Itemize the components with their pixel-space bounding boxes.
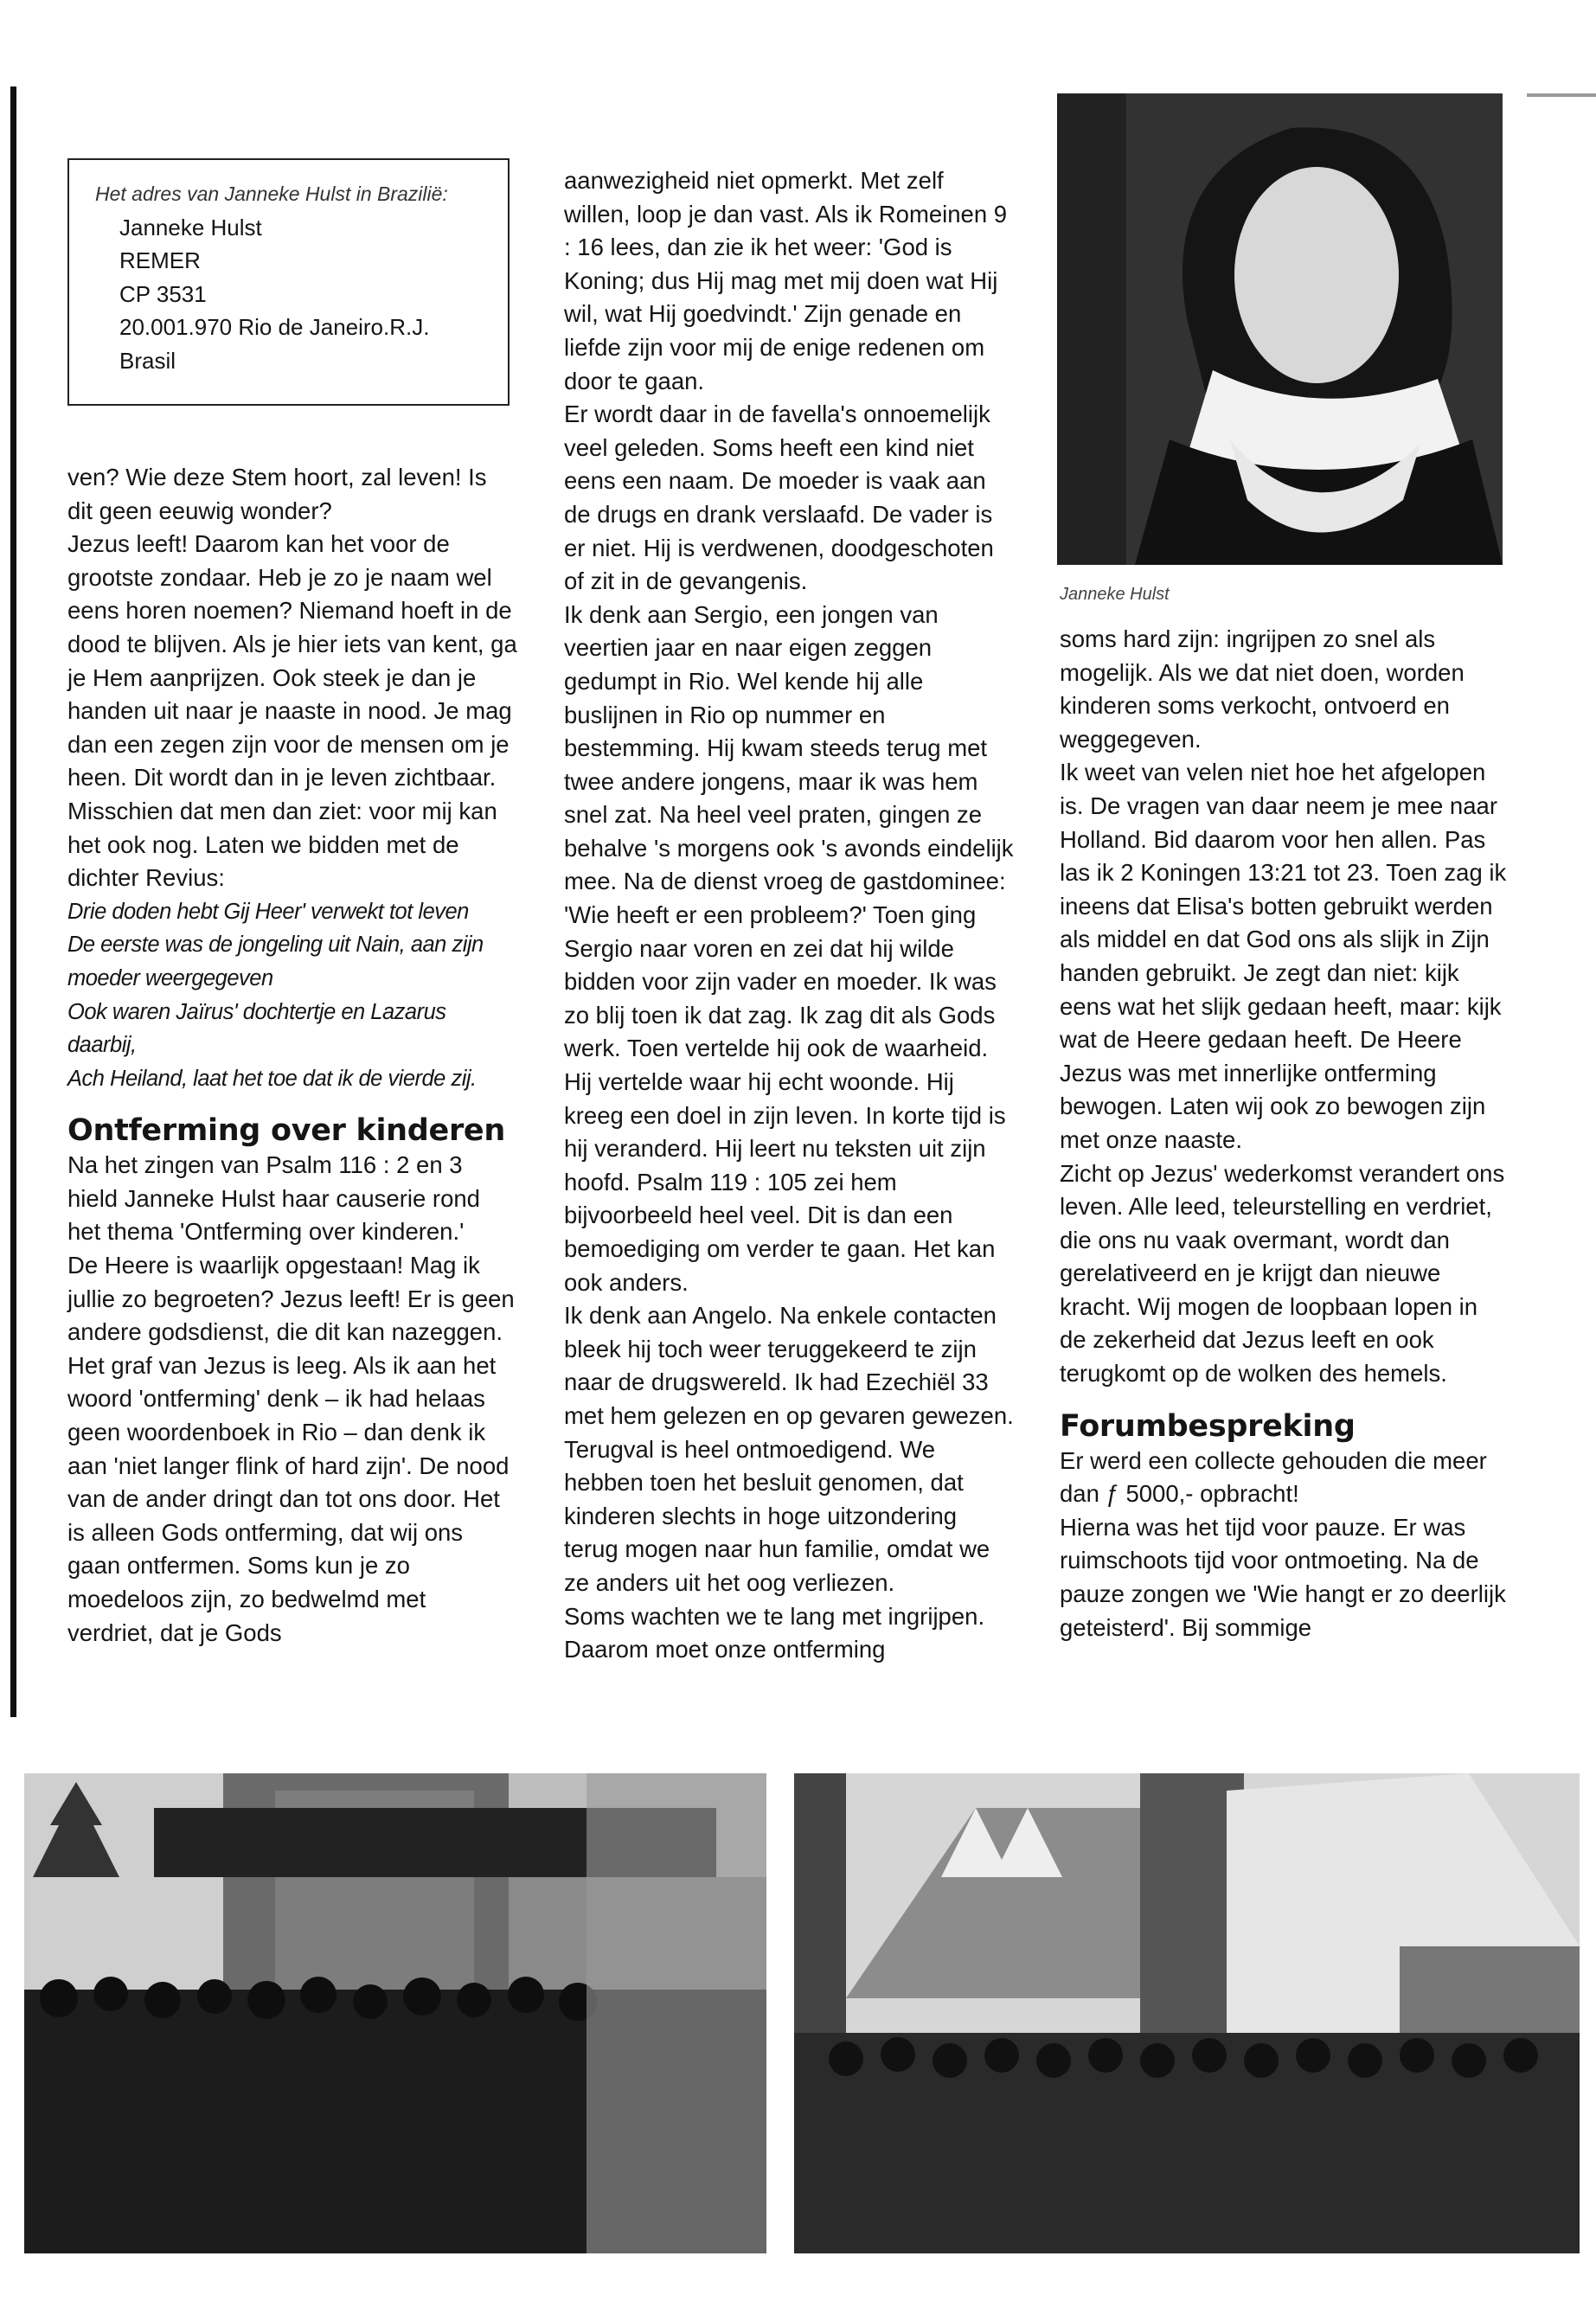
article-column-3 <box>1060 623 1509 1644</box>
poem <box>67 895 517 1096</box>
paragraph: Hierna was het tijd voor pauze. Er was ruimschoots tijd voor ontmoeting. Na de pauze zongen we 'Wie hangt er zo deerlijk geteisterd'. Bij sommige <box>1060 1513 1506 1641</box>
church-crowd-photo-left <box>24 1773 766 2253</box>
paragraph: Zicht op Jezus' wederkomst verandert ons leven. Alle leed, teleurstelling en verdriet, die ons nu vaak overmant, wordt dan gerelativeerd en je krijgt dan nieuwe kracht. Wij mogen de loopbaan lopen in de zekerheid dat Jezus leeft en ook terugkomt op de wolken des hemels. <box>1060 1159 1505 1388</box>
poem-line: Ook waren Jaïrus' dochtertje en Lazarus daarbij, <box>67 999 446 1058</box>
poem-line: Ach Heiland, laat het toe dat ik de vierde zij. <box>67 1066 477 1091</box>
section-heading-ontferming: Ontferming over kinderen <box>67 1113 505 1149</box>
paragraph: Jezus leeft! Daarom kan het voor de grootste zondaar. Heb je zo je naam wel eens horen noemen? Niemand hoeft in de dood te blijven. Als je hier iets van kent, ga je Hem aanprijzen. Ook steek je dan je handen uit naar je naaste in nood. Je mag dan een zegen zijn voor de mensen om je heen. Dit wordt dan in je leven zichtbaar. <box>67 530 517 792</box>
church-crowd-photo-right <box>794 1773 1580 2253</box>
church-crowd-image-right <box>794 1773 1580 2253</box>
paragraph: Soms wachten we te lang met ingrijpen. Daarom moet onze ontferming <box>564 1602 985 1663</box>
address-country: Brasil <box>119 347 176 374</box>
church-crowd-image-left <box>24 1773 766 2253</box>
paragraph: aanwezigheid niet opmerkt. Met zelf willen, loop je dan vast. Als ik Romeinen 9 : 16 lees, dan zie ik het weer: 'God is Koning; dus Hij mag met mij doen wat Hij wil, wat Hij goedvindt.' Zijn genade en liefde zijn voor mij de enige redenen om door te gaan. <box>564 167 1008 394</box>
portrait-caption: Janneke Hulst <box>1060 585 1170 604</box>
address-title: Het adres van Janneke Hulst in Brazilië: <box>95 183 448 205</box>
address-postbox: CP 3531 <box>119 280 207 307</box>
portrait-photo <box>1057 93 1503 565</box>
address-org: REMER <box>119 247 201 273</box>
paragraph: Er wordt daar in de favella's onnoemelijk veel geleden. Soms heeft een kind niet eens een naam. De moeder is vaak aan de drugs en drank verslaafd. De vader is er niet. Hij is verdwenen, doodgeschoten of zit in de gevangenis. <box>564 401 994 595</box>
paragraph: Er werd een collecte gehouden die meer dan ƒ 5000,- opbracht! <box>1060 1446 1487 1508</box>
portrait-image <box>1057 93 1503 565</box>
paragraph: Ik denk aan Angelo. Na enkele contacten bleek hij toch weer teruggekeerd te zijn naar de drugswereld. Ik had Ezechiël 33 met hem gelezen en op gevaren gewezen. Terugval is heel ontmoedigend. We hebben toen het besluit genomen, dat kinderen slechts in hoge uitzondering terug mogen naar hun familie, omdat we ze anders uit het oog verliezen. <box>564 1302 1014 1596</box>
poem-line: Drie doden hebt Gij Heer' verwekt tot leven <box>67 899 469 924</box>
paragraph: soms hard zijn: ingrijpen zo snel als mogelijk. Als we dat niet doen, worden kinderen soms verkocht, ontvoerd en weggegeven. <box>1060 625 1465 753</box>
poem-line: De eerste was de jongeling uit Nain, aan zijn moeder weergegeven <box>67 933 484 990</box>
paragraph: Ik denk aan Sergio, een jongen van veertien jaar en naar eigen zeggen gedumpt in Rio. Wel kende hij alle buslijnen in Rio op nummer en bestemming. Hij kwam steeds terug met twee andere jongens, maar ik was hem snel zat. Na heel veel praten, gingen ze behalve 's morgens ook 's avonds eindelijk mee. Na de dienst vroeg de gastdominee: 'Wie heeft er een probleem?' Toen ging Sergio naar voren en zei dat hij wilde bidden voor zijn vader en moeder. Ik was zo blij toen ik dat zag. Ik zag dit als Gods werk. Toen vertelde hij ook de waarheid. Hij vertelde waar hij echt woonde. Hij kreeg een doel in zijn leven. In korte tijd is hij veranderd. Hij leert nu teksten uit zijn hoofd. Psalm 119 : 105 zei hem bijvoorbeeld heel veel. Dit is dan een bemoediging om verder te gaan. Het kan ook anders. <box>564 600 1014 1296</box>
paragraph: ven? Wie deze Stem hoort, zal leven! Is dit geen eeuwig wonder? <box>67 464 487 524</box>
paragraph: Na het zingen van Psalm 116 : 2 en 3 hield Janneke Hulst haar causerie rond het thema 'Ontferming over kinderen.' <box>67 1151 480 1246</box>
article-column-2 <box>564 164 1014 1667</box>
paragraph: De Heere is waarlijk opgestaan! Mag ik jullie zo begroeten? Jezus leeft! Er is geen andere godsdienst, die dit kan nazeggen. Het graf van Jezus is leeg. Als ik aan het woord 'ontferming' denk – ik had helaas geen woordenboek in Rio – dan denk ik aan 'niet langer flink of hard zijn'. De nood van de ander dringt dan tot ons door. Het is alleen Gods ontferming, dat wij ons gaan ontfermen. Soms kun je zo moedeloos zijn, zo bedwelmd met verdriet, dat je Gods <box>67 1252 515 1646</box>
address-name: Janneke Hulst <box>119 214 262 240</box>
photo-edge-rule <box>1527 93 1596 97</box>
address-box <box>67 158 510 406</box>
page-edge-rule <box>10 87 16 1717</box>
paragraph: Misschien dat men dan ziet: voor mij kan het ook nog. Laten we bidden met de dichter Revius: <box>67 797 497 892</box>
section-heading-forum: Forumbespreking <box>1060 1408 1356 1444</box>
address-city: 20.001.970 Rio de Janeiro.R.J. <box>119 314 430 340</box>
paragraph: Ik weet van velen niet hoe het afgelopen is. De vragen van daar neem je mee naar Holland. Bid daarom voor hen allen. Pas las ik 2 Koningen 13:21 tot 23. Toen zag ik ineens dat Elisa's botten gebruikt werden als middel en dat God ons als slijk in Zijn handen gebruikt. Je zegt dan niet: kijk eens wat het slijk gedaan heeft, maar: kijk wat de Heere gedaan heeft. De Heere Jezus was met innerlijke ontferming bewogen. Laten wij ook zo bewogen zijn met onze naaste. <box>1060 759 1507 1153</box>
article-column-1 <box>67 461 517 1650</box>
